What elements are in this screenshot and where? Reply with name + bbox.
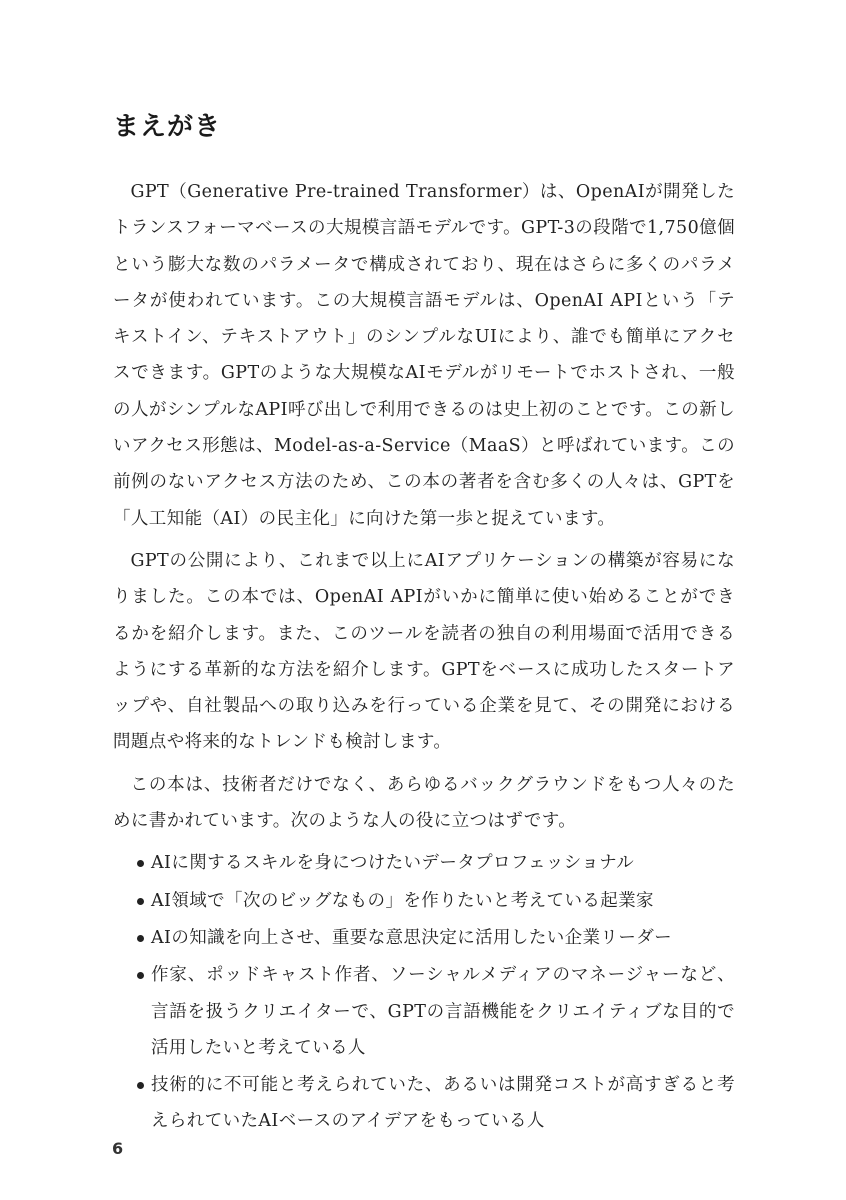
- list-item: [113, 883, 735, 919]
- bullet-dot-icon: [137, 972, 144, 979]
- list-item-text: AI領域で「次のビッグなもの」を作りたいと考えている起業家: [151, 890, 654, 911]
- bullet-dot-icon: [137, 1082, 144, 1089]
- paragraph-3: この本は、技術者だけでなく、あらゆるバックグラウンドをもつ人々のために書かれています。次のような人の役に立つはずです。: [113, 774, 735, 832]
- list-item: [113, 845, 735, 881]
- page-number: 6: [112, 1139, 124, 1158]
- chapter-heading: まえがき: [113, 112, 222, 142]
- list-item-text: AIに関するスキルを身につけたいデータプロフェッショナル: [151, 853, 635, 874]
- bullet-dot-icon: [137, 898, 144, 905]
- paragraph-2: GPTの公開により、これまで以上にAIアプリケーションの構築が容易になりました。この本では、OpenAI APIがいかに簡単に使い始めることができるかを紹介します。また、このツールを読者の独自の利用場面で活用できるようにする革新的な方法を紹介します。GPTをベースに成功したスタートアップや、自社製品への取り込みを行っている企業を見て、その開発における問題点や将来的なトレンドも検討します。: [113, 550, 735, 753]
- list-item: [113, 957, 735, 1066]
- list-item-text: 作家、ポッドキャスト作者、ソーシャルメディアのマネージャーなど、言語を扱うクリエイターで、GPTの言語機能をクリエイティブな目的で活用したいと考えている人: [151, 965, 735, 1058]
- list-item: [113, 1067, 735, 1140]
- list-item-text: AIの知識を向上させ、重要な意思決定に活用したい企業リーダー: [151, 927, 673, 948]
- audience-list: [113, 845, 735, 1139]
- list-item: [113, 920, 735, 956]
- bullet-dot-icon: [137, 935, 144, 942]
- list-item-text: 技術的に不可能と考えられていた、あるいは開発コストが高すぎると考えられていたAIベースのアイデアをもっている人: [151, 1075, 735, 1132]
- body-text: [113, 174, 735, 1141]
- paragraph-1: GPT（Generative Pre-trained Transformer）は、OpenAIが開発したトランスフォーマベースの大規模言語モデルです。GPT-3の段階で1,750億個という膨大な数のパラメータで構成されており、現在はさらに多くのパラメータが使われています。この大規模言語モデルは、OpenAI APIという「テキストイン、テキストアウト」のシンプルなUIにより、誰でも簡単にアクセスできます。GPTのような大規模なAIモデルがリモートでホストされ、一般の人がシンプルなAPI呼び出しで利用できるのは史上初のことです。この新しいアクセス形態は、Model-as-a-Service（MaaS）と呼ばれています。この前例のないアクセス方法のため、この本の著者を含む多くの人々は、GPTを「人工知能（AI）の民主化」に向けた第一歩と捉えています。: [113, 182, 735, 529]
- bullet-dot-icon: [137, 860, 144, 867]
